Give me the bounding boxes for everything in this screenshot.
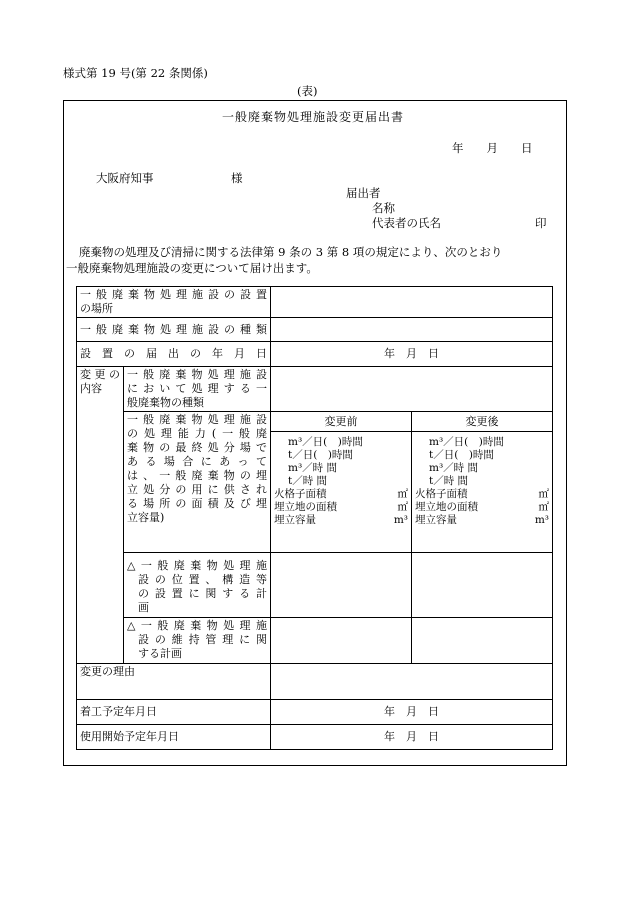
notification-table (76, 286, 553, 750)
table-row-capacity (77, 412, 553, 553)
maintenance-plan-before-cell[interactable] (271, 618, 412, 664)
addressee-name: 大阪府知事 (96, 171, 154, 185)
location-input-cell[interactable] (271, 287, 553, 318)
table-row-install-date (77, 342, 553, 367)
maintenance-plan-after-cell[interactable] (412, 618, 553, 664)
use-date-value[interactable]: 年 月 日 (271, 725, 553, 750)
after-header: 変更後 (412, 412, 552, 432)
start-date-value[interactable]: 年 月 日 (271, 700, 553, 725)
date-line: 年 月 日 (452, 141, 533, 155)
type-input-cell[interactable] (271, 318, 553, 342)
table-row-location (77, 287, 553, 318)
before-header: 変更前 (271, 412, 411, 432)
side-label: (表) (297, 84, 318, 98)
table-row-start-date (77, 700, 553, 725)
reason-label-cell: 変更の理由 (77, 664, 271, 700)
body-text-line-2: 一般廃棄物処理施設の変更について届け出ます。 (66, 261, 318, 275)
notifier-label: 届出者 (346, 186, 381, 200)
capacity-before-cell[interactable]: 変更前 m³／日( )時間 t／日( )時間 m³／時 間 t／時 間 火格子面積 ㎡ 埋立地の面積 ㎡ 埋立容量 m³ (271, 412, 412, 553)
document-title: 一般廃棄物処理施設変更届出書 (222, 110, 405, 124)
structure-plan-before-cell[interactable] (271, 553, 412, 618)
install-date-label-cell: 設置の届出の年月日 (77, 342, 271, 367)
seal-mark: 印 (535, 216, 547, 230)
reason-input-cell[interactable] (271, 664, 553, 700)
waste-type-label-cell: 一般廃棄物処理施設 において処理する一 般廃棄物の種類 (124, 367, 271, 412)
location-label-cell: 一般廃棄物処理施設の設置 の場所 (77, 287, 271, 318)
structure-plan-label-cell: △一般廃棄物処理施 設の位置、構造等 の設置に関する計 画 (124, 553, 271, 618)
addressee-honorific: 様 (231, 171, 243, 185)
representative-label: 代表者の氏名 (372, 216, 441, 230)
maintenance-plan-label-cell: △一般廃棄物処理施 設の維持管理に関 する計画 (124, 618, 271, 664)
install-date-value[interactable]: 年 月 日 (271, 342, 553, 367)
table-row-type (77, 318, 553, 342)
body-text-line-1: 廃棄物の処理及び清掃に関する法律第 9 条の 3 第 8 項の規定により、次のとおり (79, 245, 503, 259)
structure-plan-after-cell[interactable] (412, 553, 553, 618)
notifier-name-label: 名称 (372, 201, 395, 215)
table-row-waste-type (77, 367, 553, 412)
change-content-label-cell: 変更の 内容 (77, 367, 124, 664)
waste-type-input-cell[interactable] (271, 367, 553, 412)
table-row-use-date (77, 725, 553, 750)
start-date-label-cell: 着工予定年月日 (77, 700, 271, 725)
table-row-structure-plan (77, 553, 553, 618)
capacity-label-cell: 一般廃棄物処理施設 の処理能力(一般廃 棄物の最終処分場で ある場合にあって は、一般廃棄物の埋 立処分の用に供され る場所の面積及び埋 立容量) (124, 412, 271, 553)
table-row-maintenance-plan (77, 618, 553, 664)
table-row-reason (77, 664, 553, 700)
form-number: 様式第 19 号(第 22 条関係) (63, 66, 208, 80)
type-label-cell: 一般廃棄物処理施設の種類 (77, 318, 271, 342)
use-date-label-cell: 使用開始予定年月日 (77, 725, 271, 750)
capacity-after-cell[interactable]: 変更後 m³／日( )時間 t／日( )時間 m³／時 間 t／時 間 火格子面積 ㎡ 埋立地の面積 ㎡ 埋立容量 m³ (412, 412, 553, 553)
